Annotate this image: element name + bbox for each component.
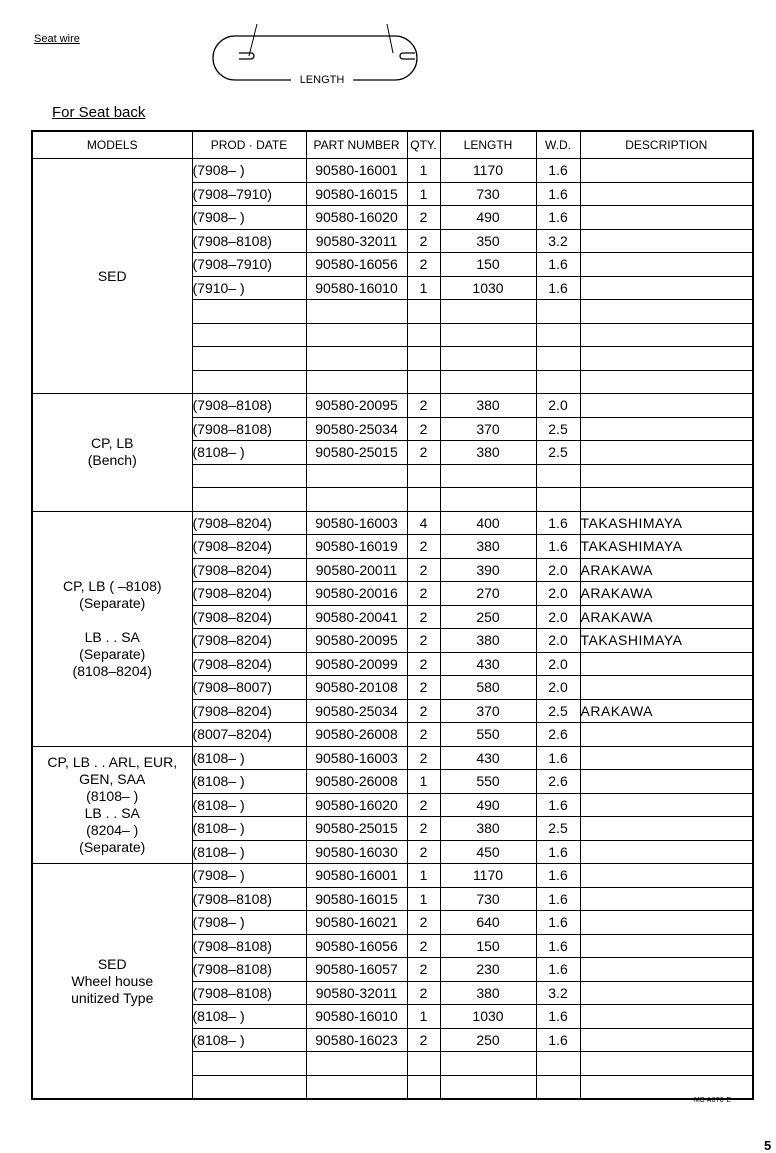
length-cell: 380	[440, 441, 536, 465]
wd-cell	[536, 488, 580, 512]
description-cell: TAKASHIMAYA	[580, 629, 753, 653]
model-line: unitized Type	[71, 989, 154, 1006]
prod-date-cell: (8108– )	[192, 840, 306, 864]
model-line: (8108–8204)	[72, 662, 152, 679]
length-cell: 380	[440, 629, 536, 653]
model-cell	[32, 511, 192, 746]
prod-date-cell: (7908–8204)	[192, 582, 306, 606]
description-cell	[580, 488, 753, 512]
qty-cell	[407, 464, 440, 488]
description-cell	[580, 793, 753, 817]
description-cell	[580, 958, 753, 982]
wd-cell: 1.6	[536, 535, 580, 559]
qty-cell: 2	[407, 911, 440, 935]
description-cell: ARAKAWA	[580, 699, 753, 723]
wd-cell: 2.5	[536, 441, 580, 465]
length-cell	[440, 300, 536, 324]
wd-cell: 1.6	[536, 911, 580, 935]
wd-cell: 1.6	[536, 206, 580, 230]
prod-date-cell	[192, 1052, 306, 1076]
part-number-cell: 90580-16010	[306, 1005, 407, 1029]
part-number-cell: 90580-20041	[306, 605, 407, 629]
wd-cell: 2.5	[536, 417, 580, 441]
length-cell	[440, 488, 536, 512]
wd-cell: 3.2	[536, 229, 580, 253]
prod-date-cell: (7908–8007)	[192, 676, 306, 700]
model-line: SED	[97, 955, 127, 972]
prod-date-cell: (8108– )	[192, 1028, 306, 1052]
qty-cell: 2	[407, 253, 440, 277]
table-body	[32, 159, 753, 1100]
prod-date-cell	[192, 464, 306, 488]
prod-date-cell: (8108– )	[192, 1005, 306, 1029]
model-line: (8204– )	[86, 821, 139, 838]
description-cell	[580, 347, 753, 371]
qty-cell: 2	[407, 723, 440, 747]
wd-cell	[536, 347, 580, 371]
qty-cell: 2	[407, 229, 440, 253]
part-number-cell: 90580-16030	[306, 840, 407, 864]
wd-cell	[536, 1075, 580, 1099]
part-number-cell: 90580-20095	[306, 394, 407, 418]
description-cell	[580, 887, 753, 911]
qty-cell: 1	[407, 1005, 440, 1029]
qty-cell	[407, 323, 440, 347]
qty-cell	[407, 347, 440, 371]
prod-date-cell: (8108– )	[192, 793, 306, 817]
qty-cell: 2	[407, 676, 440, 700]
part-number-cell: 90580-16057	[306, 958, 407, 982]
length-cell: 730	[440, 182, 536, 206]
part-number-cell	[306, 323, 407, 347]
prod-date-cell: (7908– )	[192, 864, 306, 888]
length-cell: 640	[440, 911, 536, 935]
wd-cell	[536, 300, 580, 324]
length-cell: 430	[440, 652, 536, 676]
qty-cell: 1	[407, 159, 440, 183]
model-line: (8108– )	[86, 787, 139, 804]
part-number-cell	[306, 488, 407, 512]
wd-cell	[536, 1052, 580, 1076]
qty-cell: 2	[407, 699, 440, 723]
wd-cell: 1.6	[536, 182, 580, 206]
part-number-cell: 90580-16015	[306, 887, 407, 911]
length-cell: 380	[440, 394, 536, 418]
qty-cell: 2	[407, 441, 440, 465]
length-cell: 1030	[440, 276, 536, 300]
prod-date-cell: (7908–8108)	[192, 887, 306, 911]
part-number-cell: 90580-16001	[306, 864, 407, 888]
qty-cell: 2	[407, 981, 440, 1005]
description-cell	[580, 417, 753, 441]
prod-date-cell: (7908–8108)	[192, 981, 306, 1005]
length-cell: 250	[440, 1028, 536, 1052]
section-title: For Seat back	[52, 104, 146, 121]
prod-date-cell: (8007–8204)	[192, 723, 306, 747]
model-cell	[32, 746, 192, 864]
length-cell: 550	[440, 723, 536, 747]
prod-date-cell	[192, 1075, 306, 1099]
description-cell	[580, 770, 753, 794]
prod-date-cell: (7908–8204)	[192, 511, 306, 535]
model-line: CP, LB . . ARL, EUR,	[47, 753, 178, 770]
qty-cell: 2	[407, 558, 440, 582]
part-number-cell: 90580-16056	[306, 934, 407, 958]
qty-cell	[407, 1052, 440, 1076]
wd-cell: 2.5	[536, 699, 580, 723]
prod-date-cell: (8108– )	[192, 770, 306, 794]
description-cell	[580, 253, 753, 277]
part-number-cell: 90580-20099	[306, 652, 407, 676]
part-number-cell: 90580-16019	[306, 535, 407, 559]
prod-date-cell: (8108– )	[192, 817, 306, 841]
prod-date-cell	[192, 488, 306, 512]
qty-cell	[407, 300, 440, 324]
wd-cell	[536, 323, 580, 347]
table-row	[32, 394, 753, 418]
seat-wire-table	[31, 130, 754, 1100]
length-cell: 150	[440, 253, 536, 277]
qty-cell: 2	[407, 417, 440, 441]
description-cell	[580, 981, 753, 1005]
prod-date-cell: (7908–8108)	[192, 958, 306, 982]
description-cell: ARAKAWA	[580, 605, 753, 629]
prod-date-cell: (7908–8204)	[192, 605, 306, 629]
description-cell	[580, 441, 753, 465]
model-line: (Separate)	[79, 594, 146, 611]
seat-wire-diagram	[205, 22, 435, 92]
header-row	[32, 131, 753, 159]
wd-cell: 2.0	[536, 652, 580, 676]
part-number-cell: 90580-25034	[306, 699, 407, 723]
length-cell: 450	[440, 840, 536, 864]
part-number-cell: 90580-25015	[306, 817, 407, 841]
description-cell: TAKASHIMAYA	[580, 511, 753, 535]
part-number-cell: 90580-16001	[306, 159, 407, 183]
length-cell	[440, 464, 536, 488]
description-cell	[580, 1075, 753, 1099]
description-cell	[580, 864, 753, 888]
qty-cell: 2	[407, 605, 440, 629]
wd-cell: 2.0	[536, 605, 580, 629]
prod-date-cell: (8108– )	[192, 746, 306, 770]
wd-cell: 2.0	[536, 558, 580, 582]
prod-date-cell: (7908–7910)	[192, 253, 306, 277]
description-cell	[580, 159, 753, 183]
wd-cell: 1.6	[536, 864, 580, 888]
prod-date-cell: (7908–8204)	[192, 699, 306, 723]
model-line: CP, LB	[90, 435, 134, 452]
description-cell	[580, 746, 753, 770]
wd-cell: 1.6	[536, 1028, 580, 1052]
wd-cell: 1.6	[536, 934, 580, 958]
model-line: Wheel house	[71, 972, 154, 989]
wd-cell: 2.0	[536, 394, 580, 418]
part-number-cell: 90580-16020	[306, 206, 407, 230]
wd-cell: 1.6	[536, 958, 580, 982]
wd-cell: 1.6	[536, 276, 580, 300]
description-cell	[580, 276, 753, 300]
length-cell: 490	[440, 206, 536, 230]
part-number-cell: 90580-20108	[306, 676, 407, 700]
col-description: DESCRIPTION	[580, 131, 753, 159]
wd-cell: 1.6	[536, 840, 580, 864]
length-label: LENGTH	[299, 74, 345, 86]
qty-cell: 2	[407, 582, 440, 606]
part-number-cell: 90580-16020	[306, 793, 407, 817]
part-number-cell	[306, 370, 407, 394]
qty-cell: 2	[407, 394, 440, 418]
wd-cell: 3.2	[536, 981, 580, 1005]
prod-date-cell: (7908–8204)	[192, 652, 306, 676]
prod-date-cell: (7908– )	[192, 159, 306, 183]
length-cell: 150	[440, 934, 536, 958]
description-cell	[580, 370, 753, 394]
qty-cell: 2	[407, 629, 440, 653]
description-cell: ARAKAWA	[580, 558, 753, 582]
prod-date-cell: (7908–8108)	[192, 229, 306, 253]
qty-cell	[407, 488, 440, 512]
qty-cell: 2	[407, 934, 440, 958]
wd-cell: 2.6	[536, 723, 580, 747]
wire-right-end	[400, 53, 415, 59]
part-number-cell	[306, 300, 407, 324]
part-number-cell	[306, 1052, 407, 1076]
length-cell: 270	[440, 582, 536, 606]
description-cell	[580, 1028, 753, 1052]
description-cell	[580, 394, 753, 418]
wd-cell: 2.0	[536, 676, 580, 700]
qty-cell: 4	[407, 511, 440, 535]
length-cell: 380	[440, 535, 536, 559]
col-models: MODELS	[32, 131, 192, 159]
model-line: GEN, SAA	[79, 770, 146, 787]
part-number-cell: 90580-20011	[306, 558, 407, 582]
length-cell: 250	[440, 605, 536, 629]
model-line	[33, 612, 192, 629]
table-row	[32, 159, 753, 183]
part-number-cell: 90580-16003	[306, 746, 407, 770]
description-cell	[580, 300, 753, 324]
wd-cell: 2.0	[536, 629, 580, 653]
description-cell	[580, 206, 753, 230]
description-cell	[580, 676, 753, 700]
description-cell	[580, 323, 753, 347]
length-cell: 1170	[440, 864, 536, 888]
prod-date-cell	[192, 347, 306, 371]
qty-cell: 2	[407, 652, 440, 676]
qty-cell: 2	[407, 817, 440, 841]
length-cell: 430	[440, 746, 536, 770]
qty-cell	[407, 370, 440, 394]
part-number-cell: 90580-16010	[306, 276, 407, 300]
wd-cell: 2.6	[536, 770, 580, 794]
part-number-cell	[306, 1075, 407, 1099]
wd-cell: 1.6	[536, 746, 580, 770]
qty-cell: 2	[407, 1028, 440, 1052]
description-cell	[580, 652, 753, 676]
length-cell: 390	[440, 558, 536, 582]
wd-cell: 1.6	[536, 1005, 580, 1029]
page-mark: 5	[764, 1138, 772, 1153]
model-line: (Bench)	[87, 452, 137, 469]
model-cell	[32, 864, 192, 1100]
length-cell	[440, 1052, 536, 1076]
wd-cell: 1.6	[536, 887, 580, 911]
qty-cell: 1	[407, 887, 440, 911]
wd-cell: 2.5	[536, 817, 580, 841]
qty-cell: 2	[407, 535, 440, 559]
table-row	[32, 511, 753, 535]
prod-date-cell	[192, 300, 306, 324]
model-line: LB . . SA	[84, 628, 140, 645]
length-cell	[440, 323, 536, 347]
description-cell: ARAKAWA	[580, 582, 753, 606]
prod-date-cell: (7908–8204)	[192, 558, 306, 582]
prod-date-cell: (7908–8108)	[192, 417, 306, 441]
part-number-cell: 90580-32011	[306, 981, 407, 1005]
prod-date-cell: (8108– )	[192, 441, 306, 465]
wd-cell	[536, 370, 580, 394]
model-line: (Separate)	[79, 838, 146, 855]
wd-cell	[536, 464, 580, 488]
col-part-number: PART NUMBER	[306, 131, 407, 159]
qty-cell: 1	[407, 770, 440, 794]
part-number-cell: 90580-26008	[306, 723, 407, 747]
right-leader-line	[387, 24, 393, 53]
prod-date-cell	[192, 323, 306, 347]
length-cell	[440, 347, 536, 371]
description-cell	[580, 934, 753, 958]
model-line: (Separate)	[79, 645, 146, 662]
wire-left-end	[239, 53, 254, 59]
part-number-cell: 90580-16056	[306, 253, 407, 277]
description-cell	[580, 1052, 753, 1076]
part-number-cell: 90580-25015	[306, 441, 407, 465]
length-cell: 380	[440, 981, 536, 1005]
description-cell	[580, 817, 753, 841]
description-cell: TAKASHIMAYA	[580, 535, 753, 559]
prod-date-cell: (7908– )	[192, 911, 306, 935]
length-cell: 400	[440, 511, 536, 535]
qty-cell: 2	[407, 206, 440, 230]
col-prod-date: PROD · DATE	[192, 131, 306, 159]
part-number-cell: 90580-20016	[306, 582, 407, 606]
part-number-cell: 90580-32011	[306, 229, 407, 253]
wd-cell: 1.6	[536, 253, 580, 277]
prod-date-cell: (7908–7910)	[192, 182, 306, 206]
part-number-cell: 90580-26008	[306, 770, 407, 794]
description-cell	[580, 840, 753, 864]
model-line: CP, LB ( –8108)	[62, 577, 162, 594]
col-wd: W.D.	[536, 131, 580, 159]
description-cell	[580, 1005, 753, 1029]
prod-date-cell: (7908– )	[192, 206, 306, 230]
prod-date-cell: (7908–8204)	[192, 629, 306, 653]
col-length: LENGTH	[440, 131, 536, 159]
description-cell	[580, 229, 753, 253]
prod-date-cell: (7908–8108)	[192, 934, 306, 958]
qty-cell: 2	[407, 840, 440, 864]
qty-cell: 1	[407, 276, 440, 300]
description-cell	[580, 911, 753, 935]
part-number-cell	[306, 464, 407, 488]
description-cell	[580, 723, 753, 747]
model-line: SED	[97, 267, 127, 284]
prod-date-cell: (7908–8108)	[192, 394, 306, 418]
length-cell: 350	[440, 229, 536, 253]
part-number-cell: 90580-20095	[306, 629, 407, 653]
qty-cell: 2	[407, 746, 440, 770]
description-cell	[580, 464, 753, 488]
wd-cell: 1.6	[536, 511, 580, 535]
length-cell: 490	[440, 793, 536, 817]
qty-cell: 2	[407, 958, 440, 982]
prod-date-cell: (7910– )	[192, 276, 306, 300]
part-number-cell: 90580-16015	[306, 182, 407, 206]
table-row	[32, 746, 753, 770]
part-number-cell: 90580-16021	[306, 911, 407, 935]
part-number-cell: 90580-16003	[306, 511, 407, 535]
qty-cell	[407, 1075, 440, 1099]
document-code: MB A670-E	[694, 1097, 732, 1104]
model-line: LB . . SA	[84, 804, 140, 821]
prod-date-cell	[192, 370, 306, 394]
length-cell: 1030	[440, 1005, 536, 1029]
wd-cell: 1.6	[536, 159, 580, 183]
qty-cell: 1	[407, 182, 440, 206]
length-cell: 580	[440, 676, 536, 700]
wd-cell: 1.6	[536, 793, 580, 817]
length-cell: 370	[440, 417, 536, 441]
part-number-cell: 90580-16023	[306, 1028, 407, 1052]
qty-cell: 2	[407, 793, 440, 817]
length-cell	[440, 370, 536, 394]
length-cell	[440, 1075, 536, 1099]
model-cell	[32, 394, 192, 512]
length-cell: 370	[440, 699, 536, 723]
part-number-cell	[306, 347, 407, 371]
length-cell: 380	[440, 817, 536, 841]
model-cell	[32, 159, 192, 394]
part-number-cell: 90580-25034	[306, 417, 407, 441]
qty-cell: 1	[407, 864, 440, 888]
length-cell: 550	[440, 770, 536, 794]
prod-date-cell: (7908–8204)	[192, 535, 306, 559]
description-cell	[580, 182, 753, 206]
length-cell: 730	[440, 887, 536, 911]
length-cell: 230	[440, 958, 536, 982]
table-row	[32, 864, 753, 888]
seat-wire-label: Seat wire	[34, 33, 80, 45]
wd-cell: 2.0	[536, 582, 580, 606]
length-cell: 1170	[440, 159, 536, 183]
left-leader-line	[249, 24, 257, 56]
col-qty: QTY.	[407, 131, 440, 159]
